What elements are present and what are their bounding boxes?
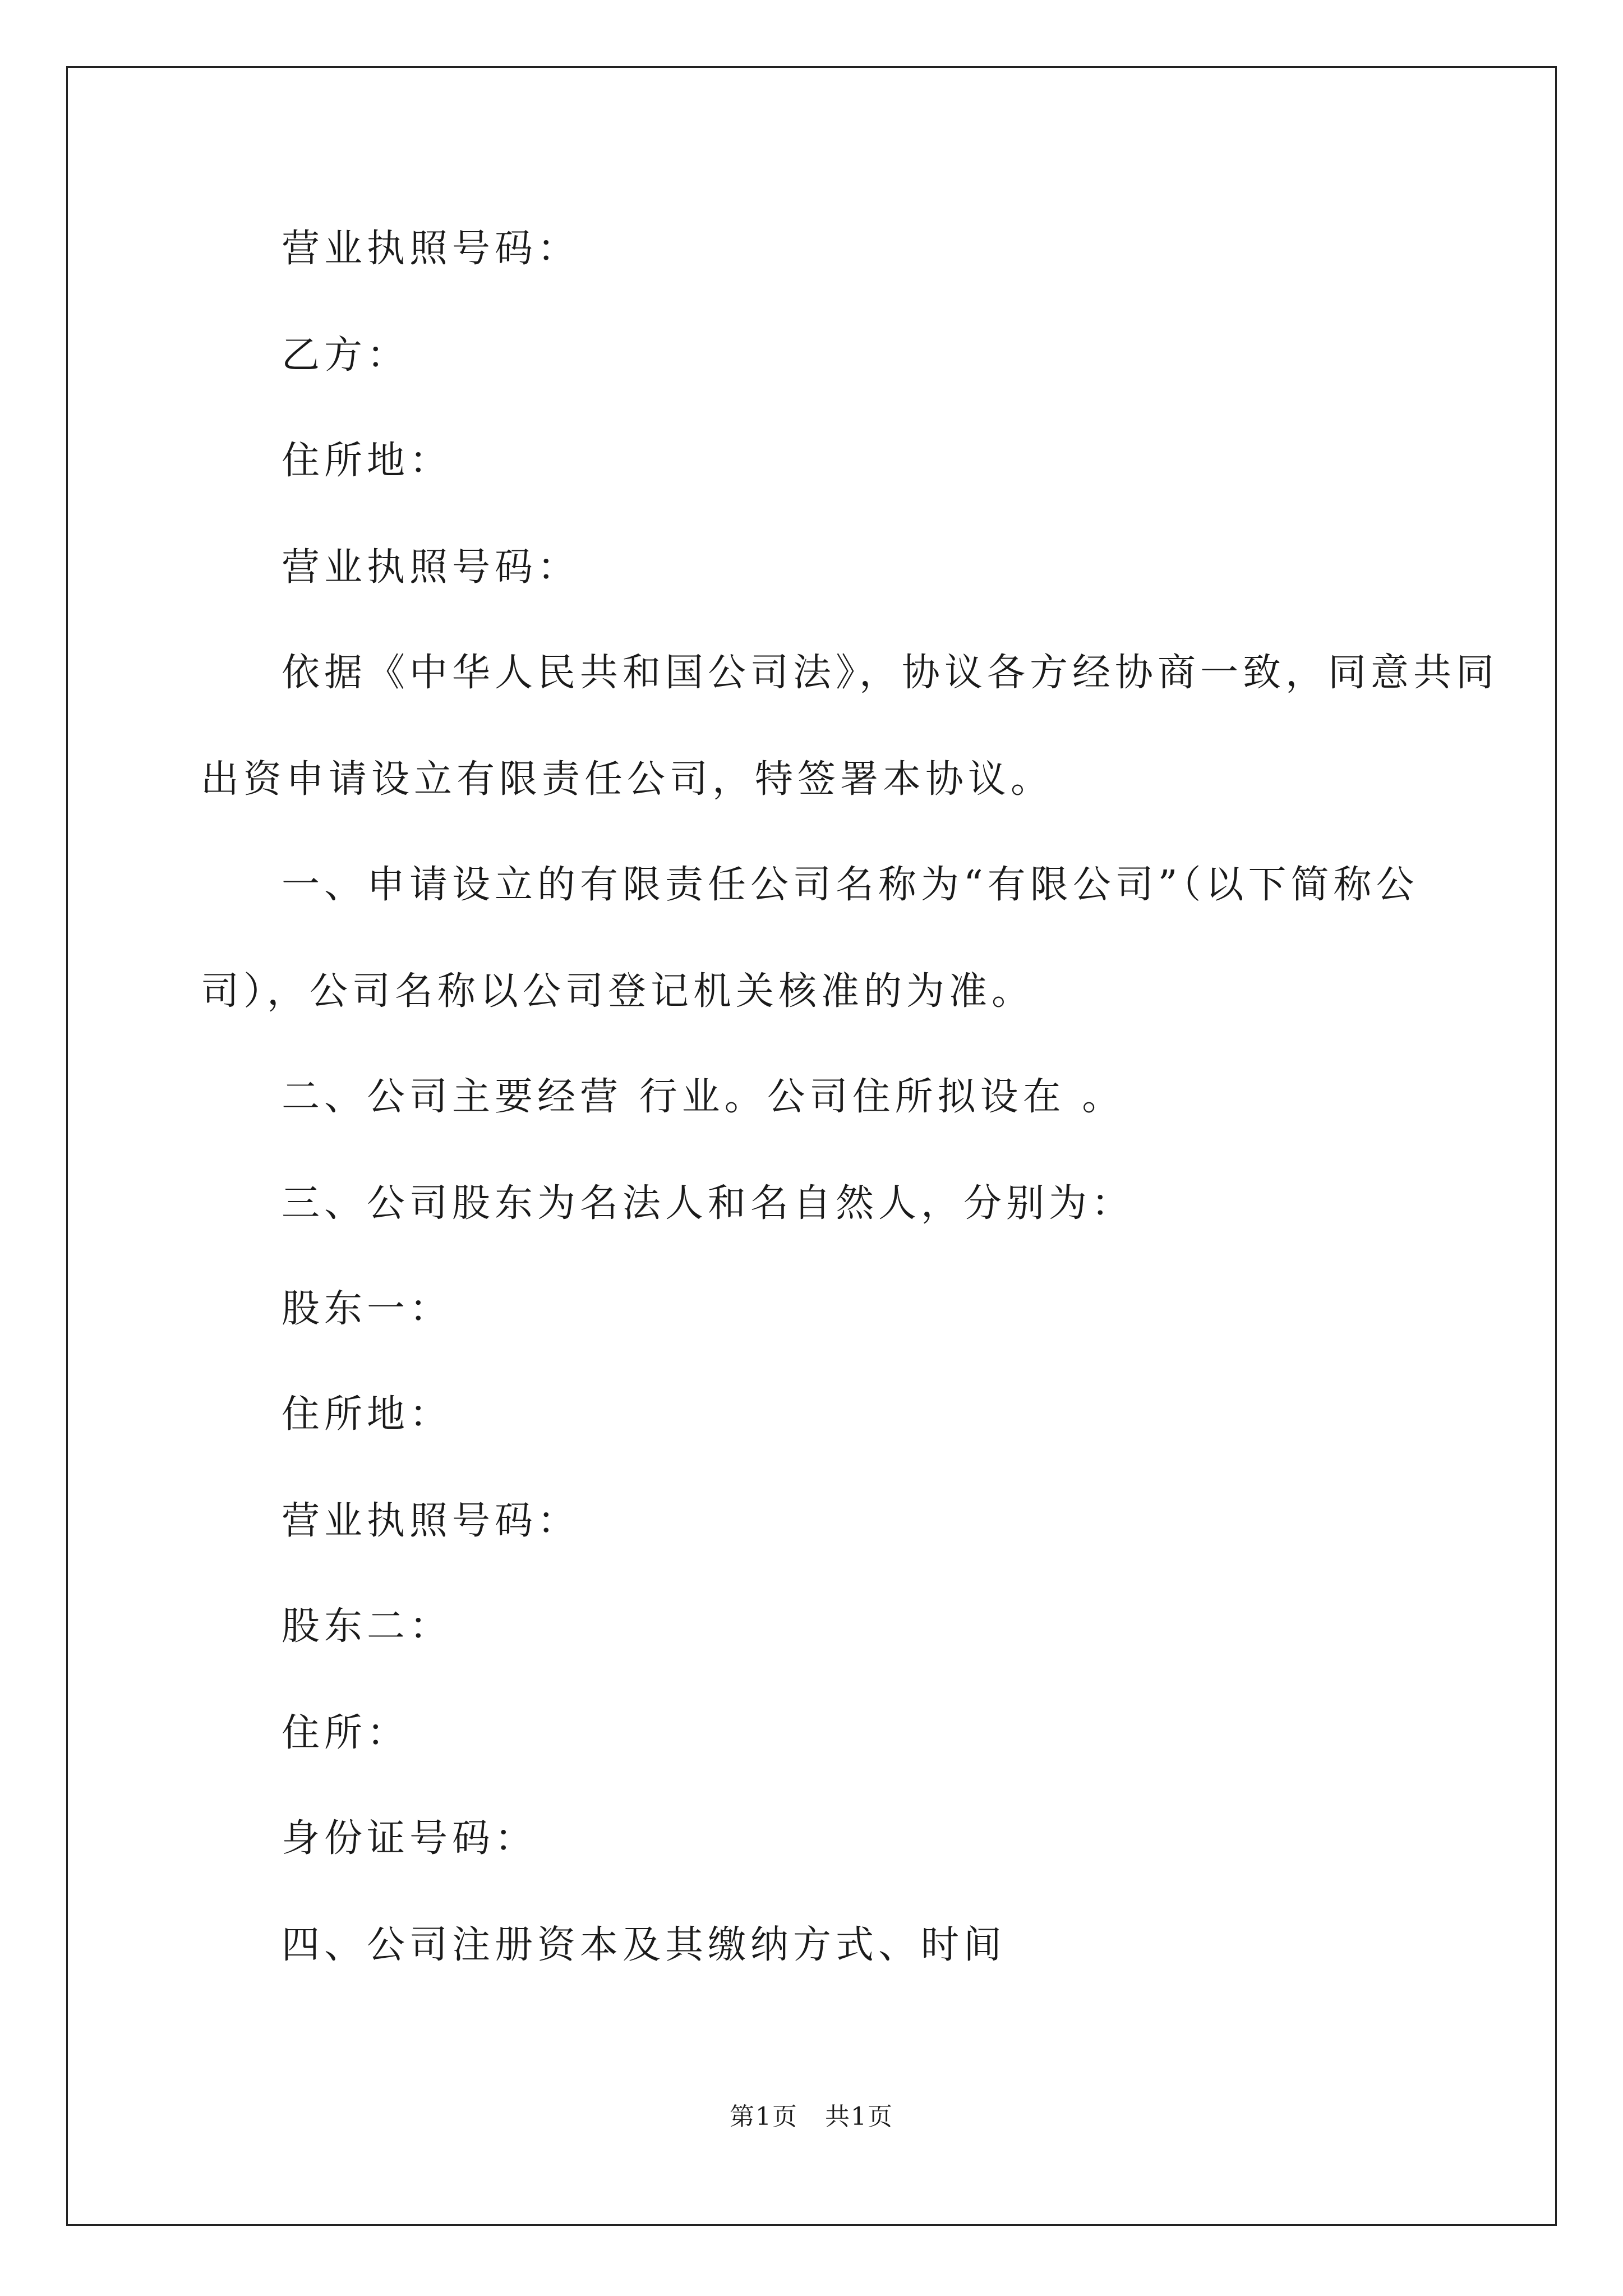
paragraph-basis-line-1: 依据《中华人民共和国公司法》，协议各方经协商一致，同意共同 bbox=[282, 651, 1499, 695]
paragraph-shareholder-1: 股东一： bbox=[282, 1287, 453, 1331]
page-total: 共1页 bbox=[825, 2102, 893, 2131]
paragraph-clause-4: 四、公司注册资本及其缴纳方式、时间 bbox=[282, 1923, 1007, 1967]
paragraph-license-number-3: 营业执照号码： bbox=[282, 1499, 580, 1543]
paragraph-basis-line-2: 出资申请设立有限责任公司，特签署本协议。 bbox=[201, 757, 1054, 802]
paragraph-license-number-1: 营业执照号码： bbox=[282, 227, 580, 271]
paragraph-clause-1-line-2: 司），公司名称以公司登记机关核准的为准。 bbox=[201, 969, 1035, 1014]
paragraph-clause-1-line-1: 一、申请设立的有限责任公司名称为“有限公司”（以下简称公 bbox=[282, 863, 1419, 907]
paragraph-domicile-2: 住所地： bbox=[282, 1392, 453, 1437]
page-footer bbox=[0, 2102, 1623, 2131]
page-border bbox=[66, 66, 1557, 2226]
paragraph-license-number-2: 营业执照号码： bbox=[282, 545, 580, 590]
page-number: 第1页 bbox=[730, 2102, 798, 2131]
paragraph-id-number: 身份证号码： bbox=[282, 1816, 538, 1861]
paragraph-shareholder-2: 股东二： bbox=[282, 1604, 453, 1649]
paragraph-residence: 住所： bbox=[282, 1711, 410, 1755]
paragraph-clause-3: 三、公司股东为名法人和名自然人，分别为： bbox=[282, 1181, 1135, 1226]
paragraph-domicile-1: 住所地： bbox=[282, 439, 453, 483]
paragraph-clause-2: 二、公司主要经营 行业。公司住所拟设在 。 bbox=[282, 1075, 1125, 1119]
paragraph-party-b: 乙方： bbox=[282, 333, 410, 378]
